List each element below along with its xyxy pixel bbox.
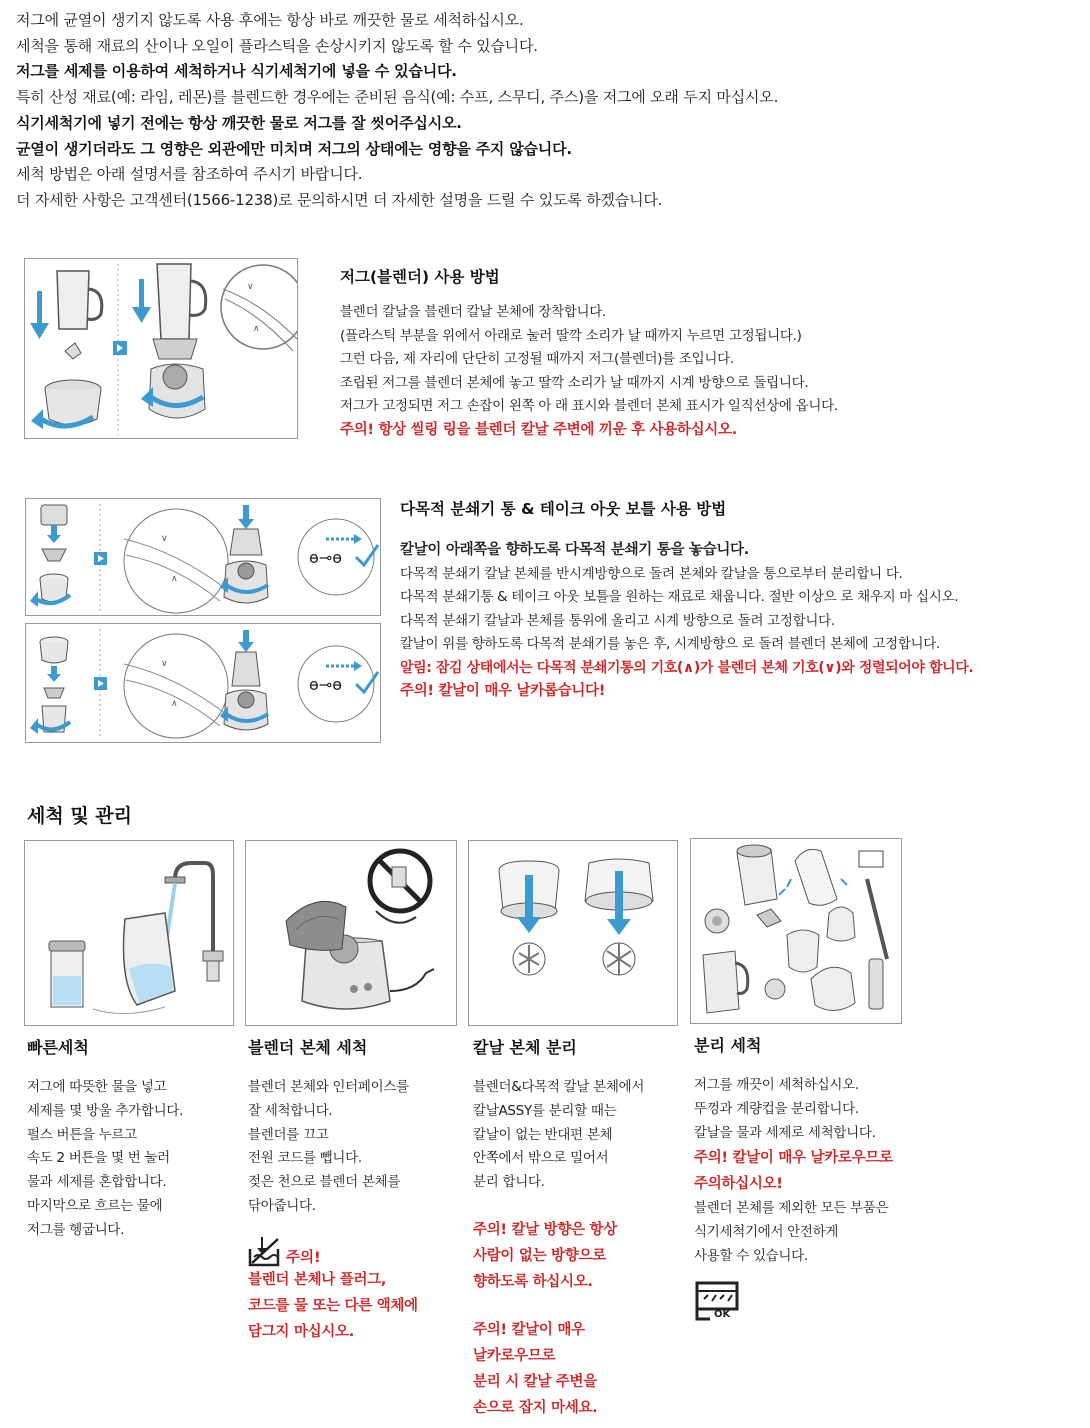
notice-text: 알림: 잠김 상태에서는 다목적 분쇄기통의 기호(∧)가 블렌더 본체 기호(∨)와 정렬되어야 합니다. <box>400 659 974 676</box>
intro-line: 저그를 세제를 이용하여 세척하거나 식기세척기에 넣을 수 있습니다. <box>16 62 457 81</box>
column-line: 블렌더 본체를 제외한 모든 부품은 <box>694 1200 889 1217</box>
warning-line: 향하도록 하십시오. <box>473 1273 593 1290</box>
warning-label: 주의! <box>286 1249 321 1266</box>
svg-text:∨: ∨ <box>247 282 254 292</box>
svg-text:∧: ∧ <box>253 324 260 334</box>
warning-text: 주의! 칼날이 매우 날카롭습니다! <box>400 683 606 699</box>
ok-label: OK <box>714 1308 731 1320</box>
intro-line: 세척 방법은 아래 설명서를 참조하여 주시기 바랍니다. <box>16 165 363 184</box>
column-line: 블렌더를 끄고 <box>248 1126 329 1143</box>
section-title: 저그(블렌더) 사용 방법 <box>340 268 500 286</box>
quick-clean-illustration <box>24 840 234 1026</box>
svg-text:ɵ⊸ɵ: ɵ⊸ɵ <box>309 548 342 567</box>
svg-text:ɵ⊸ɵ: ɵ⊸ɵ <box>309 675 342 694</box>
column-line: 저그에 따뜻한 물을 넣고 <box>27 1079 167 1095</box>
column-line: 칼날이 없는 반대편 본체 <box>473 1126 613 1143</box>
column-line: 전원 코드를 뺍니다. <box>248 1150 362 1167</box>
column-line: 물과 세제를 혼합합니다. <box>27 1174 167 1191</box>
no-immerse-icon <box>248 1235 282 1267</box>
care-base-clean <box>248 1035 473 1345</box>
column-line: 블렌더&다목적 칼날 본체에서 <box>473 1079 645 1095</box>
svg-text:∨: ∨ <box>161 659 168 669</box>
column-line: 속도 2 버튼을 몇 번 눌러 <box>27 1150 170 1167</box>
warning-line: 주의하십시오! <box>694 1176 783 1193</box>
warning-line: 블렌더 본체나 플러그, <box>248 1271 387 1288</box>
warning-line: 주의! 칼날이 매우 <box>473 1321 585 1338</box>
intro-text <box>16 8 1086 214</box>
svg-text:∨: ∨ <box>161 534 168 544</box>
care-blade-removal <box>473 1035 698 1421</box>
column-heading: 빠른세척 <box>27 1038 89 1057</box>
warning-line: 분리 시 칼날 주변을 <box>473 1373 597 1390</box>
warning-row <box>248 1235 473 1267</box>
column-line: 분리 합니다. <box>473 1174 545 1191</box>
intro-line: 저그에 균열이 생기지 않도록 사용 후에는 항상 바로 깨끗한 물로 세척하십시오. <box>16 11 524 29</box>
instruction-line: 칼날이 위를 향하도록 다목적 분쇄기를 놓은 후, 시계방향으 로 돌려 블렌더 본체에 고정합니다. <box>400 636 941 652</box>
base-clean-illustration <box>245 840 457 1026</box>
warning-line: 손으로 잡지 마세요. <box>473 1399 598 1416</box>
column-line: 마지막으로 흐르는 물에 <box>27 1197 163 1214</box>
warning-line: 담그지 마십시오. <box>248 1323 354 1340</box>
jug-usage-section <box>340 265 838 442</box>
warning-text: 주의! 항상 씰링 링을 블렌더 칼날 주변에 끼운 후 사용하십시오. <box>340 421 737 438</box>
instruction-line: 다목적 분쇄기 칼날과 본체를 통위에 올리고 시계 방향으로 돌려 고정합니다. <box>400 612 835 629</box>
column-line: 칼날ASSY를 분리할 때는 <box>473 1102 617 1119</box>
column-line: 저그를 깨끗이 세척하십시오. <box>694 1077 859 1093</box>
column-line: 세제를 몇 방울 추가합니다. <box>27 1102 184 1119</box>
instruction-line: 저그가 고정되면 저그 손잡이 왼쪽 아 래 표시와 블렌더 본체 표시가 일직선상에 옵니다. <box>340 398 838 414</box>
chopper-usage-section <box>400 497 973 704</box>
dishwasher-ok-icon <box>694 1277 742 1321</box>
column-heading: 블렌더 본체 세척 <box>248 1038 368 1057</box>
care-quick-clean <box>27 1035 252 1243</box>
instruction-line: 조립된 저그를 블렌더 본체에 놓고 딸깍 소리가 날 때까지 시계 방향으로 돌립니다. <box>340 374 809 391</box>
svg-text:∧: ∧ <box>171 699 178 709</box>
warning-line: 코드를 물 또는 다른 액체에 <box>248 1297 418 1314</box>
parts-washing-illustration <box>690 838 902 1024</box>
section-title: 다목적 분쇄기 통 & 테이크 아웃 보틀 사용 방법 <box>400 500 727 518</box>
chopper-illustration-bottom <box>25 623 381 743</box>
column-line: 잘 세척합니다. <box>248 1102 333 1119</box>
column-heading: 분리 세척 <box>694 1036 762 1055</box>
intro-line: 세척을 통해 재료의 산이나 오일이 플라스틱을 손상시키지 않도록 할 수 있습니다. <box>16 36 538 55</box>
blade-removal-illustration <box>468 840 678 1026</box>
warning-line: 사람이 없는 방향으로 <box>473 1247 606 1264</box>
jug-assembly-illustration <box>24 258 298 439</box>
column-line: 사용할 수 있습니다. <box>694 1247 808 1264</box>
column-heading: 칼날 본체 분리 <box>473 1038 577 1057</box>
column-line: 펄스 버튼을 누르고 <box>27 1126 137 1143</box>
column-line: 블렌더 본체와 인터페이스를 <box>248 1079 409 1095</box>
column-line: 식기세척기에서 안전하게 <box>694 1224 839 1241</box>
intro-line: 식기세척기에 넣기 전에는 항상 깨끗한 물로 저그를 잘 씻어주십시오. <box>16 113 462 132</box>
column-line: 칼날을 물과 세제로 세척합니다. <box>694 1124 876 1141</box>
instruction-line: 다목적 분쇄기 칼날 본체를 반시계방향으로 돌려 본체와 칼날을 통으로부터 분리합니 다. <box>400 565 903 582</box>
column-line: 젖은 천으로 블렌더 본체를 <box>248 1174 401 1191</box>
warning-line: 날카로우므로 <box>473 1347 556 1364</box>
warning-line: 주의! 칼날이 매우 날카로우므로 <box>694 1150 893 1167</box>
svg-text:∧: ∧ <box>171 574 178 584</box>
instruction-line-bold: 칼날이 아래쪽을 향하도록 다목적 분쇄기 통을 놓습니다. <box>400 542 749 558</box>
intro-line: 특히 산성 재료(예: 라임, 레몬)를 블렌드한 경우에는 준비된 음식(예: 수프, 스무디, 주스)을 저그에 오래 두지 마십시오. <box>16 88 779 107</box>
care-title: 세척 및 관리 <box>27 805 132 827</box>
column-line: 닦아줍니다. <box>248 1197 316 1214</box>
column-line: 안쪽에서 밖으로 밀어서 <box>473 1150 609 1167</box>
column-line: 저그를 헹굽니다. <box>27 1221 125 1238</box>
instruction-line: 그런 다음, 제 자리에 단단히 고정될 때까지 저그(블렌더)를 조입니다. <box>340 351 734 367</box>
care-separate-wash <box>694 1033 919 1321</box>
instruction-line: 블렌더 칼날을 블렌더 칼날 본체에 장착합니다. <box>340 304 607 320</box>
chopper-illustration-top <box>25 498 381 616</box>
intro-line: 더 자세한 사항은 고객센터(1566-1238)로 문의하시면 더 자세한 설명을 드릴 수 있도록 하겠습니다. <box>16 190 663 209</box>
intro-line: 균열이 생기더라도 그 영향은 외관에만 미치며 저그의 상태에는 영향을 주지 않습니다. <box>16 139 572 158</box>
column-line: 뚜껑과 계량컵을 분리합니다. <box>694 1100 859 1117</box>
instruction-line: (플라스틱 부분을 위에서 아래로 눌러 딸깍 소리가 날 때까지 누르면 고정됩니다.) <box>340 327 802 344</box>
instruction-line: 다목적 분쇄기통 & 테이크 아웃 보틀을 원하는 재료로 채웁니다. 절반 이상으 로 채우지 마 십시오. <box>400 589 959 605</box>
warning-line: 주의! 칼날 방향은 항상 <box>473 1221 617 1238</box>
